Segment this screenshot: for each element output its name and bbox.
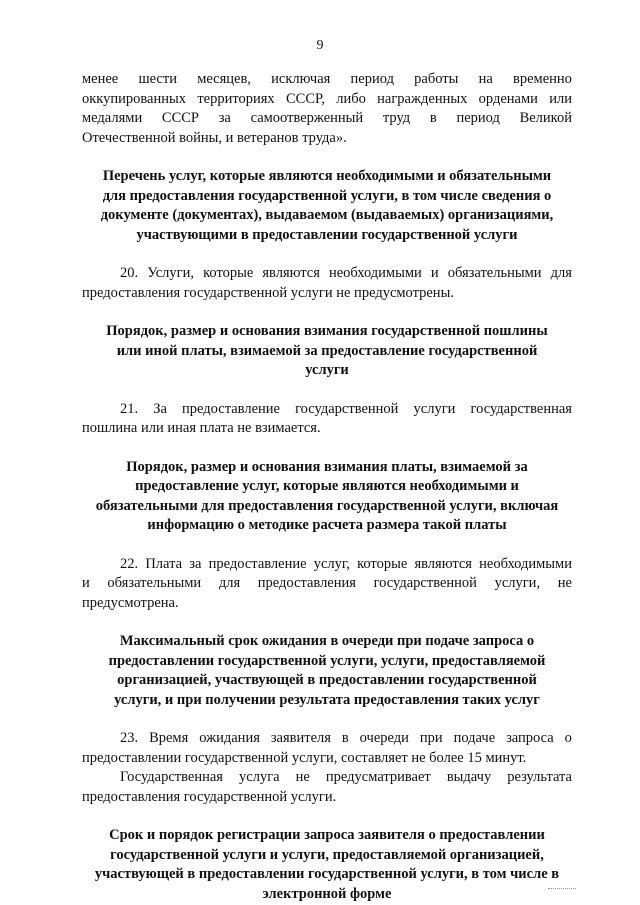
paragraph-23-continued xyxy=(82,768,572,807)
paragraph-22 xyxy=(82,555,572,614)
text-line xyxy=(82,129,572,149)
paragraph-21 xyxy=(82,400,572,439)
word: услуги xyxy=(413,400,456,417)
text-line xyxy=(82,749,572,769)
text-line xyxy=(82,400,572,420)
word: либо xyxy=(336,90,366,107)
word: Великой xyxy=(519,110,572,126)
word: СССР, xyxy=(286,90,325,107)
text-line xyxy=(82,768,572,788)
word: при xyxy=(419,730,443,746)
heading-line: или иной платы, взимаемой за предоставление государственной xyxy=(116,342,538,359)
paragraph-23 xyxy=(82,729,572,768)
word: исключая xyxy=(271,71,331,87)
word: за xyxy=(218,110,231,126)
word: предоставление xyxy=(182,400,280,417)
document-body xyxy=(82,70,572,904)
word: 20. xyxy=(120,265,139,281)
word: 21. xyxy=(120,400,139,417)
word: предоставления xyxy=(257,575,356,591)
word: государственной xyxy=(373,575,477,591)
word: медалями xyxy=(82,110,143,126)
word: которые xyxy=(203,265,254,281)
text-line xyxy=(82,70,572,90)
word: предоставление xyxy=(208,555,307,572)
word: на xyxy=(478,71,493,87)
word: услуга xyxy=(239,769,280,785)
word: период xyxy=(456,110,500,126)
word: 22. xyxy=(120,555,139,572)
word: предоставления государственной услуги не предусмотрены. xyxy=(82,284,454,301)
word: оккупированных xyxy=(82,90,187,107)
word: территориях xyxy=(197,90,275,107)
word: и xyxy=(430,265,439,281)
word: шести xyxy=(138,71,177,87)
word: обязательными xyxy=(447,265,542,281)
word: Государственная xyxy=(120,769,223,785)
word: самоотверженный xyxy=(250,110,364,126)
page-number: 9 xyxy=(316,38,324,53)
word: услуг, xyxy=(313,555,350,572)
section-heading-queue-time xyxy=(82,632,572,710)
text-line xyxy=(82,284,572,304)
word: предоставления государственной услуги. xyxy=(82,788,337,805)
word: предусмотрена. xyxy=(82,594,179,611)
word: работы xyxy=(414,71,459,87)
word: 23. xyxy=(120,730,139,746)
heading-line: Максимальный срок ожидания в очереди при подаче запроса о xyxy=(119,633,535,649)
word: период xyxy=(350,71,394,87)
section-heading-services-list xyxy=(82,167,572,245)
heading-line: документе (документах), выдаваемом (выдаваемых) организациями, xyxy=(100,207,554,223)
word: орденами xyxy=(478,90,538,107)
word: СССР xyxy=(161,110,199,126)
text-line xyxy=(82,574,572,594)
word: являются xyxy=(262,265,320,281)
word: выдачу xyxy=(446,769,492,785)
word: пошлина или иная плата не взимается. xyxy=(82,420,321,436)
text-line xyxy=(82,555,572,575)
word: ожидания xyxy=(199,730,260,746)
scan-mark xyxy=(548,888,576,892)
word: запроса xyxy=(506,730,554,746)
word: Время xyxy=(149,730,189,746)
word: труд xyxy=(382,110,411,126)
word: предоставлении государственной услуги, составляет не более 15 минут. xyxy=(82,749,527,766)
word: о xyxy=(564,730,572,746)
word: которые xyxy=(357,555,408,572)
word: временно xyxy=(513,71,572,87)
section-heading-state-fee xyxy=(82,322,572,381)
heading-line: Перечень услуг, которые являются необходимыми и обязательными xyxy=(102,168,552,184)
word: в xyxy=(341,730,349,746)
word: Плата xyxy=(145,555,183,572)
heading-line: для предоставления государственной услуги, в том числе сведения о xyxy=(102,187,552,204)
word: за xyxy=(189,555,202,572)
word: в xyxy=(429,110,437,126)
word: являются xyxy=(414,555,472,572)
section-heading-payment-procedure xyxy=(82,458,572,536)
text-line xyxy=(82,729,572,749)
word: обязательными xyxy=(107,575,202,591)
text-line xyxy=(82,264,572,284)
word: менее xyxy=(82,71,119,87)
word: необходимыми xyxy=(328,265,422,281)
word: не xyxy=(295,769,310,785)
word: очереди xyxy=(359,730,409,746)
word: заявителя xyxy=(270,730,331,746)
text-line xyxy=(82,90,572,110)
heading-line: предоставлении государственной услуги, услуги, предоставляемой xyxy=(108,652,546,669)
heading-line: информацию о методике расчета размера такой платы xyxy=(147,517,507,533)
heading-line: услуги xyxy=(305,362,349,378)
heading-line: организацией, участвующей в предоставлении государственной xyxy=(117,672,537,688)
word: необходимыми xyxy=(479,555,572,572)
heading-line: участвующими в предоставлении государственной услуги xyxy=(136,226,518,243)
word: предусматривает xyxy=(325,769,431,785)
word: для xyxy=(550,265,572,281)
heading-line: Порядок, размер и основания взимания государственной пошлины xyxy=(106,323,548,339)
word: для xyxy=(218,575,241,591)
text-line xyxy=(82,419,572,439)
heading-line: участвующей в предоставлении государственной услуги, в том числе в xyxy=(94,866,560,882)
heading-line: Порядок, размер и основания взимания платы, взимаемой за xyxy=(126,458,528,475)
text-line xyxy=(82,109,572,129)
word: За xyxy=(153,400,167,417)
heading-line: услуги, и при получении результата предоставления таких услуг xyxy=(114,691,540,708)
section-heading-registration xyxy=(82,826,572,904)
word: месяцев, xyxy=(197,71,251,87)
word: награжденных xyxy=(377,90,468,107)
text-line xyxy=(82,594,572,614)
heading-line: предоставление услуг, которые являются необходимыми и xyxy=(135,478,519,494)
intro-paragraph xyxy=(82,70,572,148)
word: услуги, xyxy=(494,575,541,591)
heading-line: Срок и порядок регистрации запроса заявителя о предоставлении xyxy=(109,827,545,843)
word: Отечественной войны, и ветеранов труда». xyxy=(82,129,347,146)
word: подаче xyxy=(453,730,496,746)
word: Услуги, xyxy=(147,265,194,281)
heading-line: электронной форме xyxy=(262,885,392,902)
text-line xyxy=(82,788,572,808)
word: или xyxy=(549,90,572,107)
word: государственной xyxy=(295,400,399,417)
paragraph-20 xyxy=(82,264,572,303)
word: не xyxy=(557,575,572,591)
word: государственная xyxy=(470,400,572,417)
word: результата xyxy=(507,769,572,785)
heading-line: обязательными для предоставления государственной услуги, включая xyxy=(95,497,559,514)
heading-line: государственной услуги и услуги, предоставляемой организацией, xyxy=(110,846,544,863)
word: и xyxy=(82,575,90,591)
